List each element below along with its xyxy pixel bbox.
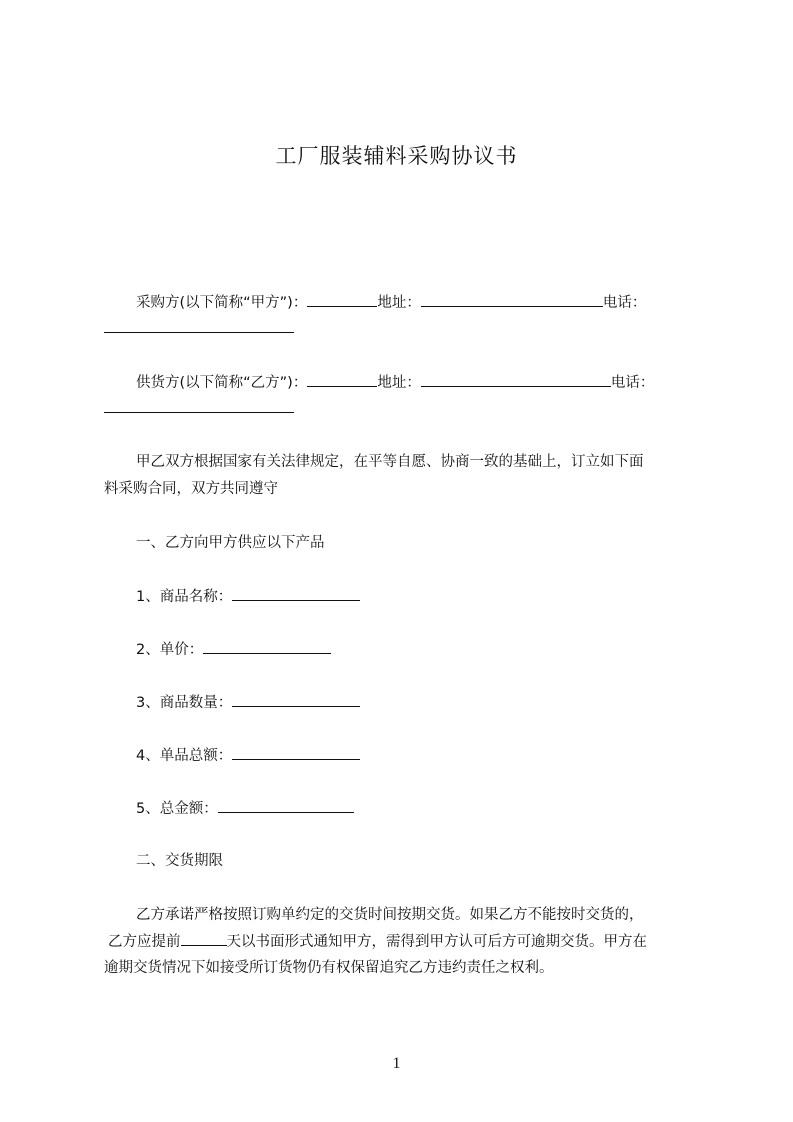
buyer-phone-line xyxy=(104,318,294,339)
section2-line-2 xyxy=(108,931,647,952)
item-blank xyxy=(203,639,331,654)
buyer-address-label: 地址： xyxy=(377,295,421,311)
advance-days-blank xyxy=(181,931,227,946)
advance-notice-label: 乙方应提前 xyxy=(108,934,181,950)
buyer-label: 采购方(以下简称“甲方”)： xyxy=(136,295,308,311)
item-product-name xyxy=(136,586,360,607)
item-label: 4、单品总额： xyxy=(136,748,233,764)
preamble-line-2: 料采购合同，双方共同遵守 xyxy=(104,481,278,497)
section1-heading: 一、乙方向甲方供应以下产品 xyxy=(136,535,325,551)
item-label: 2、单价： xyxy=(136,642,204,658)
section2-line-3: 逾期交货情况下如接受所订货物仍有权保留追究乙方违约责任之权利。 xyxy=(104,960,554,976)
item-grand-total xyxy=(136,798,354,819)
item-label: 3、商品数量： xyxy=(136,695,233,711)
item-item-total xyxy=(136,745,360,766)
supplier-address-label: 地址： xyxy=(377,375,421,391)
buyer-address-blank xyxy=(421,292,603,307)
supplier-address-blank xyxy=(421,372,611,387)
preamble-line-1: 甲乙双方根据国家有关法律规定，在平等自愿、协商一致的基础上，订立如下面 xyxy=(136,454,644,470)
supplier-phone-label: 电话： xyxy=(610,375,655,391)
buyer-line xyxy=(136,292,646,313)
section2-line-1: 乙方承诺严格按照订购单约定的交货时间按期交货。如果乙方不能按时交货的， xyxy=(136,907,644,923)
buyer-name-blank xyxy=(307,292,377,307)
supplier-phone-blank xyxy=(104,398,294,413)
document-title: 工厂服装辅料采购协议书 xyxy=(275,144,518,168)
buyer-phone-blank xyxy=(104,318,294,333)
item-label: 5、总金额： xyxy=(136,801,218,817)
item-blank xyxy=(232,586,360,601)
item-blank xyxy=(218,798,354,813)
buyer-phone-label: 电话： xyxy=(602,295,647,311)
item-unit-price xyxy=(136,639,331,660)
item-quantity xyxy=(136,692,360,713)
supplier-line xyxy=(136,372,654,393)
supplier-phone-line xyxy=(104,398,294,419)
item-blank xyxy=(232,692,360,707)
item-blank xyxy=(232,745,360,760)
item-label: 1、商品名称： xyxy=(136,589,233,605)
page-number: 1 xyxy=(392,1055,401,1072)
section2-heading: 二、交货期限 xyxy=(136,853,223,869)
supplier-label: 供货方(以下简称“乙方”)： xyxy=(136,375,308,391)
supplier-name-blank xyxy=(307,372,377,387)
advance-notice-text: 天以书面形式通知甲方，需得到甲方认可后方可逾期交货。甲方在 xyxy=(226,934,647,950)
